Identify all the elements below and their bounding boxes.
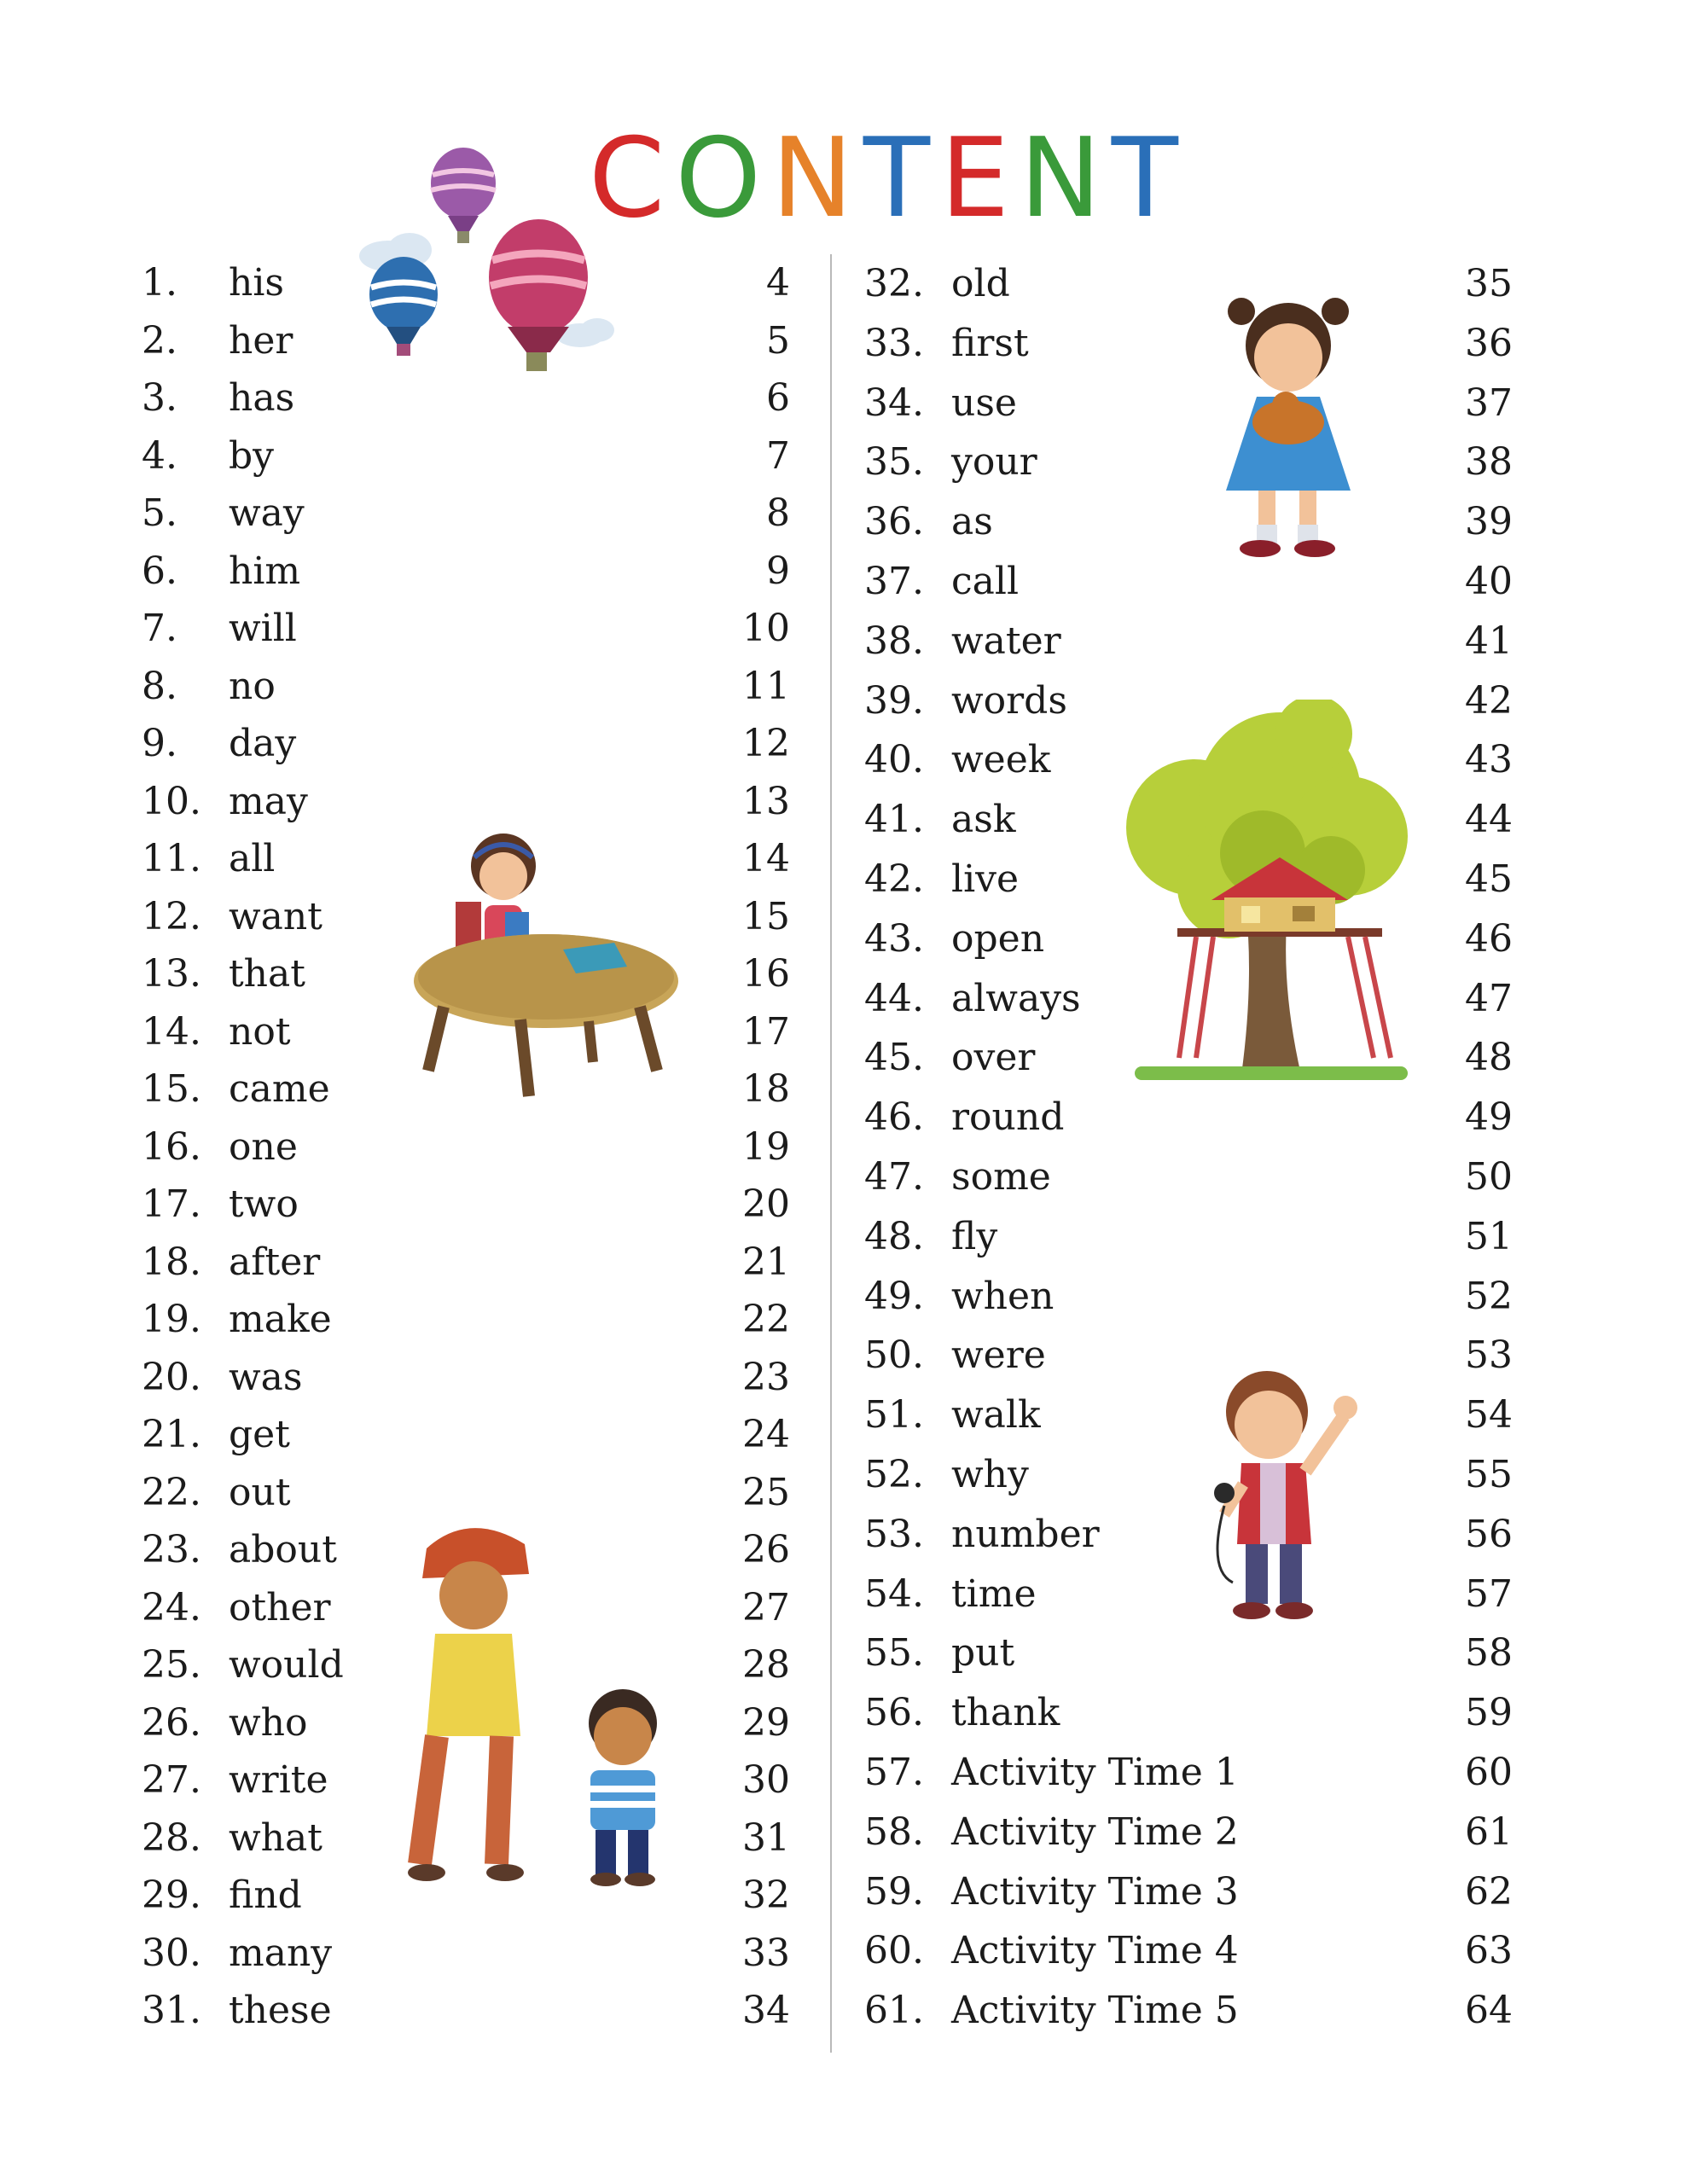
title-letter: N <box>771 115 863 242</box>
entry-number: 48. <box>864 1214 924 1258</box>
toc-entry <box>864 1449 1513 1501</box>
entry-number: 7. <box>142 607 177 650</box>
entry-number: 35. <box>864 440 924 485</box>
entry-page-number: 52 <box>1465 1274 1513 1318</box>
entry-title: other <box>229 1585 331 1629</box>
entry-title: her <box>229 318 293 363</box>
toc-entry <box>864 1926 1513 1977</box>
entry-title: Activity Time 5 <box>951 1989 1239 2033</box>
entry-page-number: 35 <box>1465 262 1513 305</box>
toc-entry <box>864 318 1513 369</box>
entry-page-number: 9 <box>766 549 790 593</box>
entry-title: number <box>951 1512 1100 1556</box>
entry-page-number: 20 <box>742 1182 790 1226</box>
entry-number: 49. <box>864 1274 924 1318</box>
entry-title: were <box>951 1333 1046 1378</box>
entry-title: want <box>229 894 322 938</box>
entry-title: find <box>229 1873 302 1917</box>
entry-page-number: 21 <box>742 1240 790 1284</box>
entry-number: 17. <box>142 1182 201 1226</box>
toc-entry <box>142 1179 790 1230</box>
entry-number: 50. <box>864 1333 924 1378</box>
entry-page-number: 41 <box>1465 619 1513 663</box>
entry-number: 11. <box>142 837 201 880</box>
entry-title: was <box>229 1355 303 1399</box>
balloon-blue-icon <box>369 257 438 356</box>
entry-title: walk <box>951 1393 1041 1438</box>
entry-title: will <box>229 607 297 650</box>
entry-title: Activity Time 4 <box>951 1929 1239 1973</box>
page-title <box>589 115 1188 242</box>
entry-number: 51. <box>864 1393 924 1438</box>
entry-number: 19. <box>142 1298 201 1341</box>
entry-page-number: 40 <box>1465 560 1513 603</box>
entry-title: way <box>229 491 305 535</box>
entry-title: when <box>951 1274 1055 1318</box>
entry-title: time <box>951 1571 1037 1616</box>
entry-page-number: 59 <box>1465 1691 1513 1735</box>
entry-number: 40. <box>864 738 924 782</box>
entry-page-number: 51 <box>1465 1214 1513 1258</box>
entry-page-number: 47 <box>1465 976 1513 1020</box>
entry-page-number: 31 <box>742 1815 790 1860</box>
entry-title: thank <box>951 1691 1060 1735</box>
toc-entry <box>864 1867 1513 1918</box>
entry-title: these <box>229 1989 332 2032</box>
entry-page-number: 4 <box>766 261 790 305</box>
entry-number: 34. <box>864 380 924 425</box>
entry-number: 4. <box>142 433 177 478</box>
entry-title: your <box>951 440 1037 485</box>
entry-title: make <box>229 1298 332 1341</box>
entry-title: his <box>229 261 284 305</box>
entry-number: 55. <box>864 1631 924 1676</box>
entry-number: 47. <box>864 1155 924 1199</box>
entry-title: Activity Time 2 <box>951 1809 1239 1854</box>
entry-title: what <box>229 1815 322 1860</box>
entry-title: some <box>951 1155 1051 1199</box>
entry-page-number: 49 <box>1465 1095 1513 1140</box>
toc-entry <box>864 616 1513 667</box>
toc-entry <box>864 1092 1513 1143</box>
entry-page-number: 23 <box>742 1355 790 1399</box>
entry-title: open <box>951 916 1045 961</box>
entry-page-number: 37 <box>1465 380 1513 425</box>
entry-title: put <box>951 1631 1015 1676</box>
toc-entry <box>864 1807 1513 1858</box>
entry-page-number: 28 <box>742 1643 790 1687</box>
entry-page-number: 19 <box>742 1124 790 1169</box>
entry-title: week <box>951 738 1051 782</box>
entry-page-number: 46 <box>1465 916 1513 961</box>
toc-entry <box>142 431 790 482</box>
entry-page-number: 12 <box>742 722 790 765</box>
entry-number: 6. <box>142 549 177 593</box>
entry-page-number: 25 <box>742 1470 790 1514</box>
toc-entry <box>142 1294 790 1345</box>
toc-entry <box>864 1628 1513 1679</box>
entry-page-number: 58 <box>1465 1631 1513 1676</box>
toc-entry <box>142 661 790 712</box>
toc-entry <box>142 718 790 770</box>
entry-page-number: 10 <box>742 607 790 650</box>
entry-page-number: 38 <box>1465 440 1513 485</box>
entry-page-number: 50 <box>1465 1155 1513 1199</box>
entry-number: 18. <box>142 1240 201 1284</box>
entry-title: not <box>229 1009 291 1054</box>
man-and-boy-illustration <box>401 1514 674 1890</box>
entry-page-number: 27 <box>742 1585 790 1629</box>
toc-entry <box>864 556 1513 607</box>
entry-page-number: 18 <box>742 1067 790 1111</box>
entry-number: 38. <box>864 619 924 663</box>
entry-number: 60. <box>864 1929 924 1973</box>
entry-number: 21. <box>142 1413 201 1456</box>
toc-entry <box>864 1687 1513 1739</box>
entry-number: 26. <box>142 1700 201 1745</box>
entry-page-number: 30 <box>742 1758 790 1802</box>
entry-title: ask <box>951 798 1016 842</box>
entry-title: words <box>951 678 1067 723</box>
entry-number: 43. <box>864 916 924 961</box>
entry-page-number: 6 <box>766 376 790 420</box>
entry-title: by <box>229 433 275 478</box>
entry-title: use <box>951 380 1017 425</box>
entry-page-number: 57 <box>1465 1571 1513 1616</box>
entry-page-number: 22 <box>742 1298 790 1341</box>
entry-number: 32. <box>864 262 924 305</box>
entry-page-number: 17 <box>742 1009 790 1054</box>
entry-number: 5. <box>142 491 177 535</box>
entry-number: 14. <box>142 1009 201 1054</box>
toc-entry <box>864 1569 1513 1620</box>
entry-number: 31. <box>142 1989 201 2032</box>
entry-title: would <box>229 1643 344 1687</box>
entry-title: may <box>229 779 308 823</box>
entry-page-number: 16 <box>742 952 790 996</box>
entry-page-number: 48 <box>1465 1036 1513 1080</box>
entry-page-number: 60 <box>1465 1751 1513 1794</box>
entry-title: has <box>229 376 295 420</box>
entry-number: 45. <box>864 1036 924 1080</box>
entry-number: 41. <box>864 798 924 842</box>
entry-page-number: 56 <box>1465 1512 1513 1556</box>
toc-entry <box>864 1747 1513 1798</box>
hot-air-balloons-illustration <box>337 141 644 397</box>
entry-number: 1. <box>142 261 177 305</box>
entry-title: fly <box>951 1214 998 1258</box>
entry-number: 20. <box>142 1355 201 1399</box>
entry-title: as <box>951 500 993 544</box>
entry-number: 29. <box>142 1873 201 1917</box>
entry-title: came <box>229 1067 330 1111</box>
entry-number: 16. <box>142 1124 201 1169</box>
entry-title: get <box>229 1413 290 1456</box>
title-letter: N <box>1019 115 1112 242</box>
entry-title: live <box>951 857 1020 901</box>
column-divider <box>830 254 832 2053</box>
entry-title: Activity Time 1 <box>951 1751 1239 1794</box>
toc-entry <box>142 1985 790 2036</box>
toc-entry <box>864 1330 1513 1381</box>
toc-entry <box>864 1211 1513 1263</box>
toc-entry <box>142 776 790 828</box>
entry-number: 25. <box>142 1643 201 1687</box>
boy-with-microphone-illustration <box>1199 1365 1378 1629</box>
entry-title: one <box>229 1124 298 1169</box>
toc-entry <box>864 437 1513 488</box>
entry-number: 13. <box>142 952 201 996</box>
toc-entry <box>142 1467 790 1519</box>
entry-number: 3. <box>142 376 177 420</box>
title-letter: T <box>863 115 941 242</box>
toc-entry <box>864 1390 1513 1441</box>
balloon-small-purple-icon <box>431 148 496 243</box>
entry-page-number: 54 <box>1465 1393 1513 1438</box>
entry-page-number: 55 <box>1465 1453 1513 1496</box>
entry-title: water <box>951 619 1061 663</box>
entry-number: 46. <box>864 1095 924 1140</box>
entry-title: who <box>229 1700 308 1745</box>
entry-page-number: 45 <box>1465 857 1513 901</box>
treehouse-illustration <box>1118 700 1408 1092</box>
toc-entry <box>142 603 790 654</box>
entry-title: that <box>229 952 305 996</box>
entry-page-number: 39 <box>1465 500 1513 544</box>
toc-entry <box>864 1152 1513 1203</box>
entry-number: 37. <box>864 560 924 603</box>
entry-page-number: 29 <box>742 1700 790 1745</box>
entry-page-number: 5 <box>766 318 790 363</box>
toc-entry <box>142 1352 790 1403</box>
title-letter: O <box>675 115 772 242</box>
entry-page-number: 62 <box>1465 1869 1513 1914</box>
toc-entry <box>864 497 1513 548</box>
entry-number: 56. <box>864 1691 924 1735</box>
entry-title: write <box>229 1758 328 1802</box>
entry-title: first <box>951 321 1029 365</box>
entry-page-number: 32 <box>742 1873 790 1917</box>
entry-number: 44. <box>864 976 924 1020</box>
entry-page-number: 44 <box>1465 798 1513 842</box>
toc-entry <box>864 1509 1513 1560</box>
entry-title: call <box>951 560 1020 603</box>
entry-number: 61. <box>864 1989 924 2033</box>
entry-title: over <box>951 1036 1036 1080</box>
entry-page-number: 15 <box>742 894 790 938</box>
title-letter: T <box>1111 115 1188 242</box>
entry-number: 23. <box>142 1528 201 1571</box>
entry-number: 27. <box>142 1758 201 1802</box>
entry-number: 59. <box>864 1869 924 1914</box>
entry-title: about <box>229 1528 337 1571</box>
entry-number: 57. <box>864 1751 924 1794</box>
entry-title: round <box>951 1095 1065 1140</box>
toc-entry <box>142 1122 790 1173</box>
entry-number: 28. <box>142 1815 201 1860</box>
entry-number: 42. <box>864 857 924 901</box>
toc-entry <box>142 1409 790 1461</box>
toc-entry <box>142 488 790 539</box>
entry-title: no <box>229 664 276 708</box>
entry-number: 12. <box>142 894 201 938</box>
toc-entry <box>864 378 1513 429</box>
entry-title: all <box>229 837 276 880</box>
entry-page-number: 14 <box>742 837 790 880</box>
entry-page-number: 13 <box>742 779 790 823</box>
entry-number: 24. <box>142 1585 201 1629</box>
entry-page-number: 42 <box>1465 678 1513 723</box>
entry-title: always <box>951 976 1081 1020</box>
entry-number: 53. <box>864 1512 924 1556</box>
entry-page-number: 11 <box>742 664 790 708</box>
entry-number: 15. <box>142 1067 201 1111</box>
entry-title: why <box>951 1453 1029 1496</box>
entry-number: 2. <box>142 318 177 363</box>
entry-page-number: 26 <box>742 1528 790 1571</box>
entry-title: day <box>229 722 297 765</box>
entry-number: 9. <box>142 722 177 765</box>
entry-number: 52. <box>864 1453 924 1496</box>
girl-holding-puppy-illustration <box>1216 286 1361 563</box>
entry-page-number: 61 <box>1465 1809 1513 1854</box>
entry-number: 10. <box>142 779 201 823</box>
entry-number: 36. <box>864 500 924 544</box>
balloon-large-pink-icon <box>489 219 588 371</box>
toc-entry <box>142 1928 790 1979</box>
toc-entry <box>864 1271 1513 1322</box>
entry-number: 33. <box>864 321 924 365</box>
toc-entry <box>142 546 790 597</box>
entry-page-number: 34 <box>742 1989 790 2032</box>
entry-title: after <box>229 1240 321 1284</box>
entry-number: 39. <box>864 678 924 723</box>
entry-number: 30. <box>142 1931 201 1975</box>
entry-page-number: 53 <box>1465 1333 1513 1378</box>
entry-page-number: 8 <box>766 491 790 535</box>
entry-number: 54. <box>864 1571 924 1616</box>
toc-entry <box>142 1237 790 1288</box>
entry-title: Activity Time 3 <box>951 1869 1239 1914</box>
toc-entry <box>864 258 1513 310</box>
entry-page-number: 43 <box>1465 738 1513 782</box>
title-letter: C <box>589 115 676 242</box>
entry-number: 8. <box>142 664 177 708</box>
title-letter: E <box>940 115 1020 242</box>
entry-page-number: 7 <box>766 433 790 478</box>
entry-title: old <box>951 262 1010 305</box>
entry-page-number: 33 <box>742 1931 790 1975</box>
entry-page-number: 36 <box>1465 321 1513 365</box>
entry-title: many <box>229 1931 333 1975</box>
girl-reading-at-table-illustration <box>410 823 691 1113</box>
entry-title: out <box>229 1470 291 1514</box>
entry-title: two <box>229 1182 299 1226</box>
entry-page-number: 24 <box>742 1413 790 1456</box>
entry-title: him <box>229 549 301 593</box>
entry-number: 58. <box>864 1809 924 1854</box>
entry-number: 22. <box>142 1470 201 1514</box>
entry-page-number: 64 <box>1465 1989 1513 2033</box>
toc-entry <box>864 1985 1513 2036</box>
entry-page-number: 63 <box>1465 1929 1513 1973</box>
